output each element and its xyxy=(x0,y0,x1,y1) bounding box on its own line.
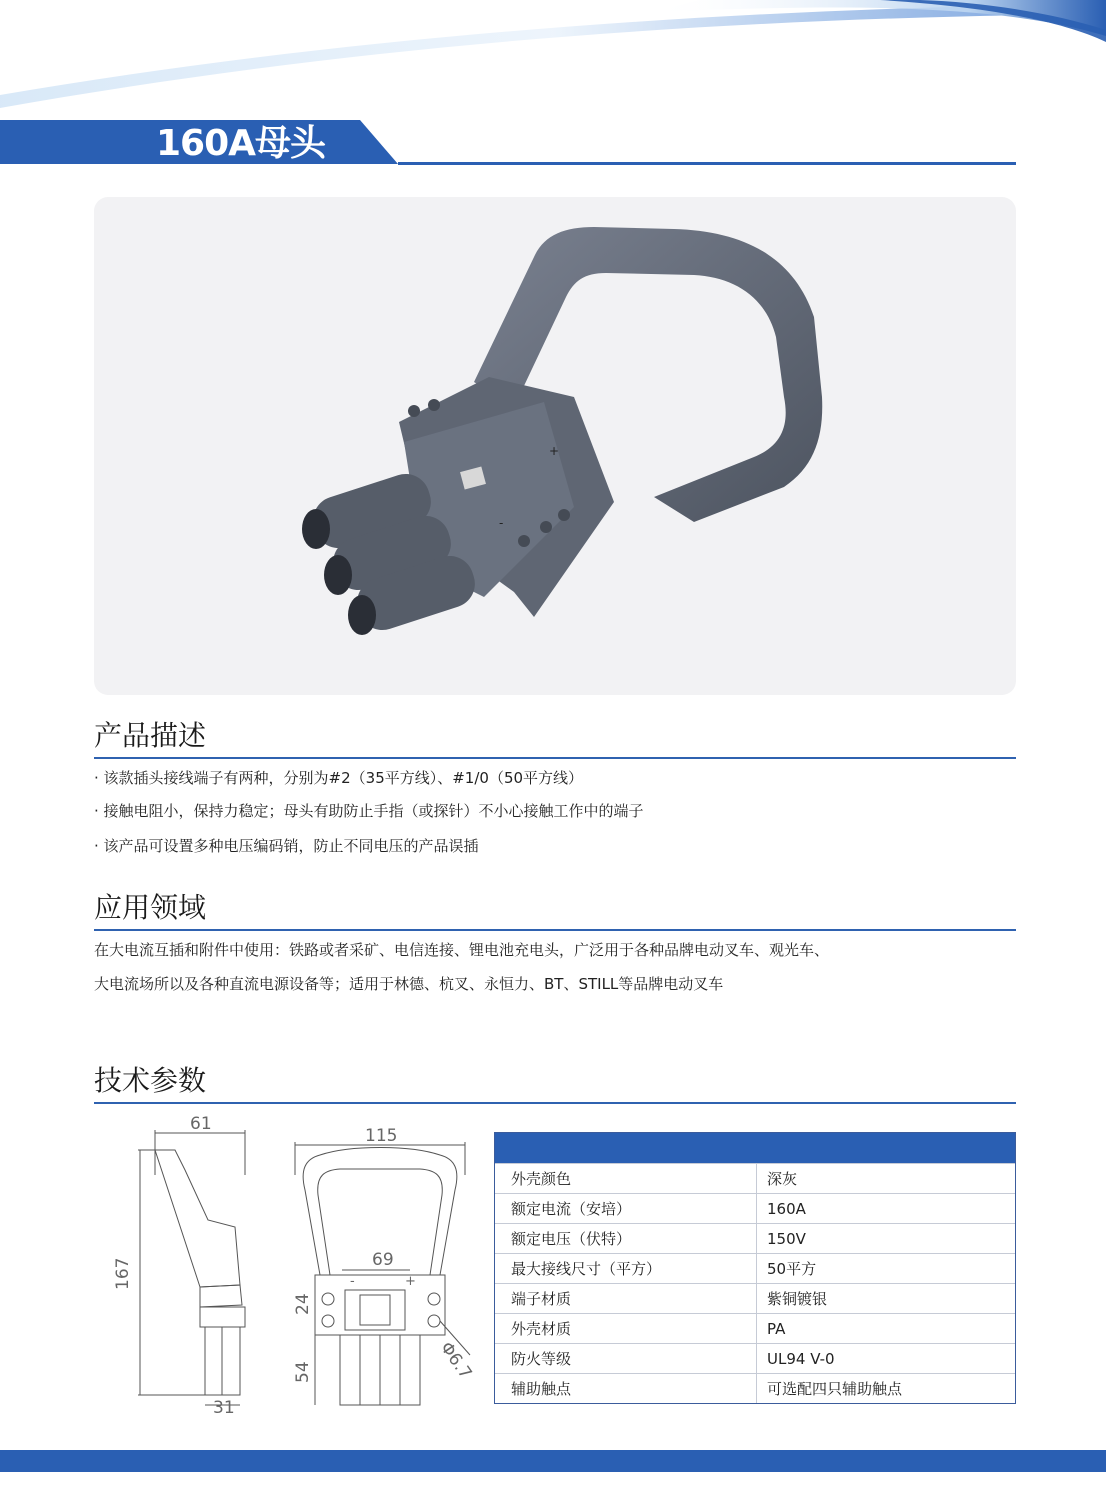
header-swoosh xyxy=(0,0,1106,120)
product-photo-panel xyxy=(94,197,1016,695)
dim-inner-width: 69 xyxy=(372,1250,394,1270)
spec-value: 深灰 xyxy=(767,1170,798,1188)
spec-label: 防火等级 xyxy=(495,1344,757,1373)
dim-hole-pitch: 24 xyxy=(293,1293,313,1315)
dim-minus: - xyxy=(350,1274,355,1289)
description-item: · 接触电阻小，保持力稳定；母头有助防止手指（或探针）不小心接触工作中的端子 xyxy=(94,802,644,820)
description-item: · 该产品可设置多种电压编码销，防止不同电压的产品误插 xyxy=(94,837,479,855)
table-row xyxy=(495,1253,1015,1283)
dim-side-bottom: 31 xyxy=(213,1398,235,1415)
spec-value: UL94 V-0 xyxy=(767,1350,835,1368)
spec-value: 紫铜镀银 xyxy=(767,1290,828,1308)
spec-value: PA xyxy=(767,1320,786,1338)
dim-lower-height: 54 xyxy=(293,1361,313,1383)
footer-bar xyxy=(0,1450,1106,1472)
spec-label: 额定电流（安培） xyxy=(495,1194,757,1223)
table-row xyxy=(495,1313,1015,1343)
spec-label: 额定电压（伏特） xyxy=(495,1224,757,1253)
application-line: 在大电流互插和附件中使用：铁路或者采矿、电信连接、锂电池充电头，广泛用于各种品牌电动叉车、观光车、 xyxy=(94,941,830,959)
table-row xyxy=(495,1163,1015,1193)
description-rule xyxy=(94,757,1016,759)
plus-marking: + xyxy=(549,444,560,458)
dimension-drawing xyxy=(110,1115,490,1415)
minus-marking: - xyxy=(499,516,504,530)
application-rule xyxy=(94,929,1016,931)
spec-label: 端子材质 xyxy=(495,1284,757,1313)
connector-photo-icon xyxy=(94,197,1016,695)
dim-hole-dia: Φ6.7 xyxy=(435,1338,476,1383)
spec-table xyxy=(494,1132,1016,1404)
spec-value: 可选配四只辅助触点 xyxy=(767,1380,903,1398)
spec-label: 外壳材质 xyxy=(495,1314,757,1343)
table-row xyxy=(495,1193,1015,1223)
dim-side-width: 61 xyxy=(190,1115,212,1134)
description-item: · 该款插头接线端子有两种，分别为#2（35平方线）、#1/0（50平方线） xyxy=(94,769,584,787)
application-line: 大电流场所以及各种直流电源设备等；适用于林德、杭叉、永恒力、BT、STILL等品牌电动叉车 xyxy=(94,975,724,993)
spec-value: 50平方 xyxy=(767,1260,817,1278)
spec-label: 外壳颜色 xyxy=(495,1164,757,1193)
specs-rule xyxy=(94,1102,1016,1104)
table-row xyxy=(495,1343,1015,1373)
application-title: 应用领域 xyxy=(94,891,207,924)
dim-plus: + xyxy=(405,1274,416,1289)
specs-title: 技术参数 xyxy=(94,1064,207,1097)
dim-front-width: 115 xyxy=(365,1126,398,1146)
spec-value: 160A xyxy=(767,1200,806,1218)
spec-table-header xyxy=(495,1133,1015,1163)
page-title: 160A母头 xyxy=(156,123,326,164)
description-title: 产品描述 xyxy=(94,719,207,752)
spec-label: 最大接线尺寸（平方） xyxy=(495,1254,757,1283)
table-row xyxy=(495,1283,1015,1313)
spec-value: 150V xyxy=(767,1230,806,1248)
spec-label: 辅助触点 xyxy=(495,1374,757,1403)
table-row xyxy=(495,1223,1015,1253)
table-row xyxy=(495,1373,1015,1403)
dim-side-height: 167 xyxy=(113,1257,133,1290)
